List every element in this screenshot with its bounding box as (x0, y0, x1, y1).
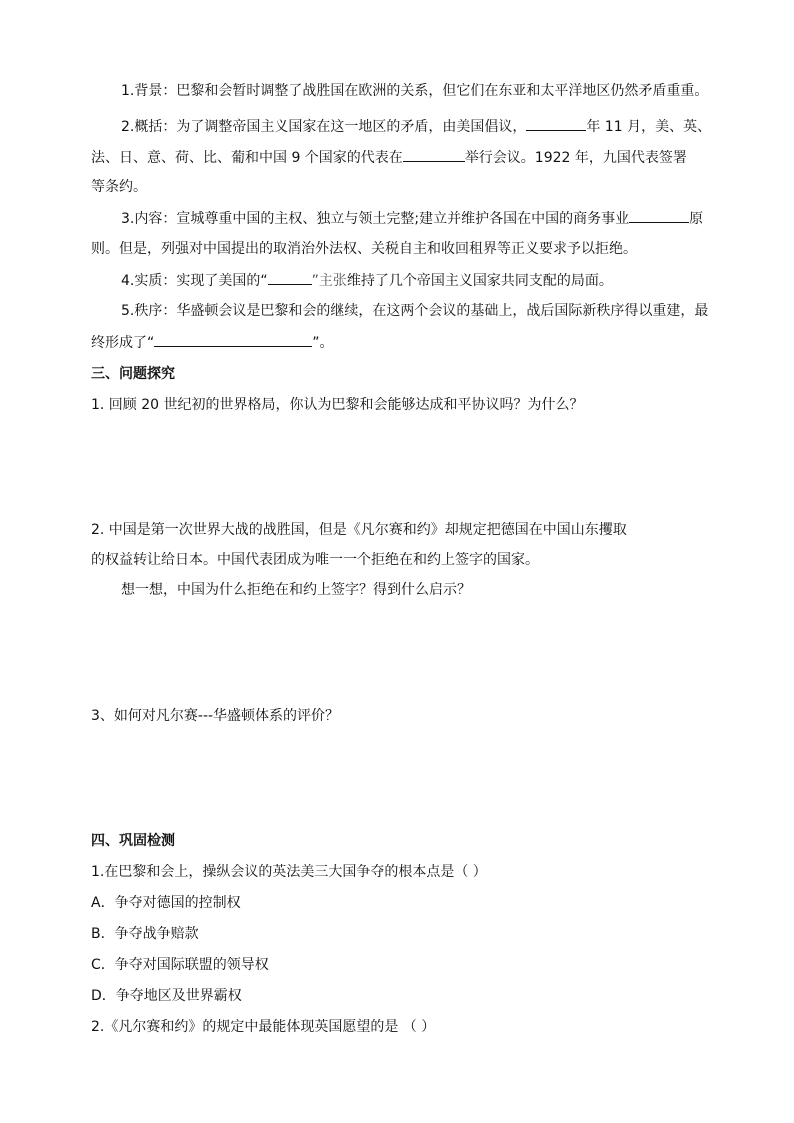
order-text-2: ”。 (312, 335, 334, 351)
inquiry-question-3: 3、如何对凡尔赛---华盛顿体系的评价？ (91, 708, 340, 724)
option-a: A．争夺对德国的控制权 (91, 895, 241, 911)
content-text-3: 则。但是，列强对中国提出的取消治外法权、关税自主和收回租界等正义要求予以拒绝。 (91, 241, 637, 257)
background-paragraph: 1.背景：巴黎和会暂时调整了战胜国在欧洲的关系，但它们在东亚和太平洋地区仍然矛盾重重。 (121, 83, 709, 99)
essence-text-2: ”主张 (311, 273, 347, 289)
system-blank[interactable] (154, 332, 312, 347)
summary-text-5: 等条约。 (91, 179, 147, 195)
principle-blank[interactable] (629, 208, 689, 223)
location-blank[interactable] (403, 147, 465, 162)
doctrine-blank[interactable] (268, 270, 312, 285)
essence-text-1: 4.实质：实现了美国的“ (121, 273, 268, 289)
summary-text-1: 2.概括：为了调整帝国主义国家在这一地区的矛盾，由美国倡议， (121, 119, 527, 135)
section-4-heading: 四、巩固检测 (91, 833, 175, 849)
order-text-1: 终形成了“ (91, 335, 155, 351)
essence-text-3: 维持了几个帝国主义国家共同支配的局面。 (346, 273, 613, 289)
summary-paragraph-line-1 (121, 116, 711, 137)
section-3-heading: 三、问题探究 (91, 366, 175, 382)
year-blank[interactable] (526, 116, 586, 131)
content-text-2: 原 (689, 211, 704, 227)
option-d: D．争夺地区及世界霸权 (91, 988, 242, 1004)
essence-paragraph (121, 270, 613, 291)
inquiry-question-2-line-1: 2. 中国是第一次世界大战的战胜国，但是《凡尔赛和约》却规定把德国在中国山东攫取 (91, 522, 627, 538)
order-paragraph-line-1: 5.秩序：华盛顿会议是巴黎和会的继续，在这两个会议的基础上，战后国际新秩序得以重建，最 (121, 303, 709, 319)
content-paragraph-line-1 (121, 208, 703, 229)
order-paragraph-line-2 (91, 332, 334, 353)
summary-text-4: 举行会议。1922 年，九国代表签署 (464, 150, 687, 166)
inquiry-question-1: 1. 回顾 20 世纪初的世界格局，你认为巴黎和会能够达成和平协议吗？为什么？ (91, 397, 584, 413)
summary-text-3: 法、日、意、荷、比、葡和中国 9 个国家的代表在 (91, 150, 403, 166)
review-question-2: 2.《凡尔赛和约》的规定中最能体现英国愿望的是 （ ） (91, 1019, 436, 1035)
inquiry-question-2-line-3: 想一想，中国为什么拒绝在和约上签字？得到什么启示？ (121, 582, 471, 598)
option-b: B．争夺战争赔款 (91, 926, 199, 942)
summary-text-2: 年 11 月，美、英、 (586, 119, 712, 135)
review-question-1: 1.在巴黎和会上，操纵会议的英法美三大国争夺的根本点是（ ） (91, 864, 487, 880)
inquiry-question-2-line-2: 的权益转让给日本。中国代表团成为唯一一个拒绝在和约上签字的国家。 (91, 552, 539, 568)
summary-paragraph-line-2 (91, 147, 687, 168)
option-c: C．争夺对国际联盟的领导权 (91, 957, 269, 973)
content-text-1: 3.内容：宣城尊重中国的主权、独立与领土完整;建立并维护各国在中国的商务事业 (121, 211, 630, 227)
